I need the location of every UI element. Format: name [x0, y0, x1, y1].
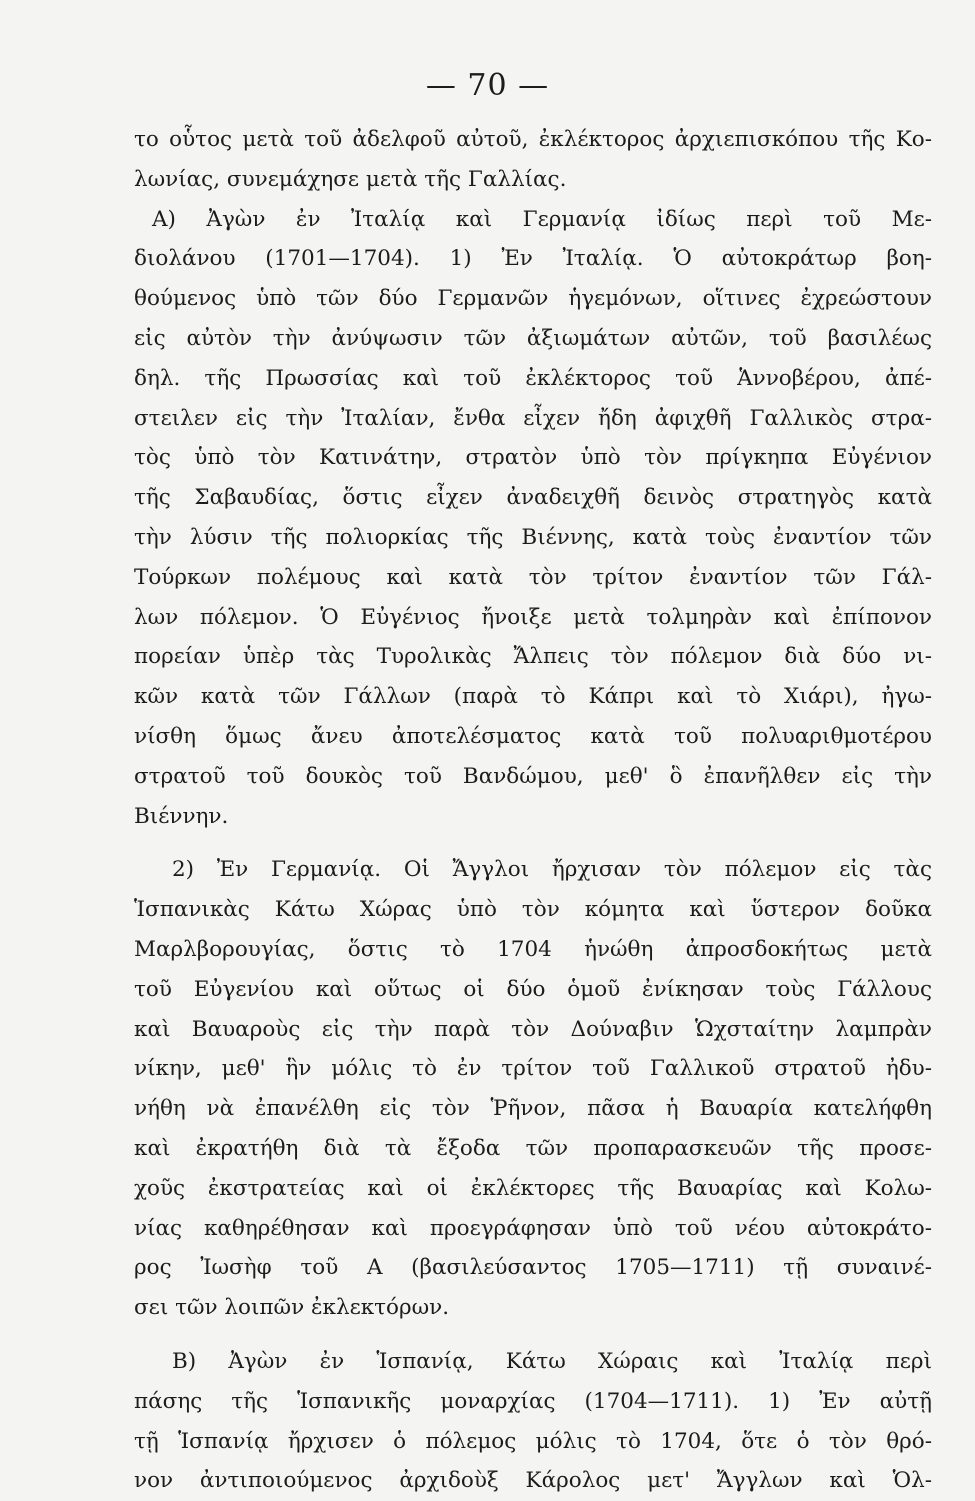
text-line: τὴν λύσιν τῆς πολιορκίας τῆς Βιέννης, κατὰ τοὺς ἐναντίον τῶν: [134, 524, 932, 550]
text-line: νον ἀντιποιούμενος ἀρχιδοὺξ Κάρολος μετ' Ἄγγλων καὶ Ὁλ-: [134, 1468, 932, 1494]
text-line: Βιέννην.: [134, 803, 229, 829]
paragraph-intro: [134, 120, 932, 200]
paragraph-section-b: [134, 1342, 932, 1501]
text-line: θούμενος ὑπὸ τῶν δύο Γερμανῶν ἡγεμόνων, οἵτινες ἐχρεώστουν: [134, 286, 932, 312]
text-line: νήθη νὰ ἐπανέλθη εἰς τὸν Ῥῆνον, πᾶσα ἡ Βαυαρία κατελήφθη: [134, 1096, 932, 1122]
text-line: εἰς αὐτὸν τὴν ἀνύψωσιν τῶν ἀξιωμάτων αὐτῶν, τοῦ βασιλέως: [134, 325, 932, 351]
text-line: λων πόλεμον. Ὁ Εὐγένιος ἤνοιξε μετὰ τολμηρὰν καὶ ἐπίπονον: [134, 604, 932, 630]
text-line: λωνίας, συνεμάχησε μετὰ τῆς Γαλλίας.: [134, 166, 567, 192]
text-line: καὶ Βαυαροὺς εἰς τὴν παρὰ τὸν Δούναβιν Ὡχσταίτην λαμπρὰν: [134, 1016, 932, 1042]
page-body: [134, 120, 932, 1501]
text-line: χοῦς ἐκστρατείας καὶ οἱ ἐκλέκτορες τῆς Βαυαρίας καὶ Κολω-: [134, 1175, 932, 1201]
paragraph-germany: [134, 850, 932, 1328]
text-line: στειλεν εἰς τὴν Ἰταλίαν, ἔνθα εἶχεν ἤδη ἀφιχθῆ Γαλλικὸς στρα-: [134, 405, 932, 431]
section-a-heading-line: Α) Ἀγὼν ἐν Ἰταλίᾳ καὶ Γερμανίᾳ ἰδίως περὶ τοῦ Με-: [152, 206, 932, 232]
text-line: τὸς ὑπὸ τὸν Κατινάτην, στρατὸν ὑπὸ τὸν πρίγκηπα Εὐγένιον: [134, 445, 932, 471]
text-line: νίας καθηρέθησαν καὶ προεγράφησαν ὑπὸ τοῦ νέου αὐτοκράτο-: [134, 1215, 932, 1241]
text-line: διολάνου (1701—1704). 1) Ἐν Ἰταλίᾳ. Ὁ αὐτοκράτωρ βοη-: [134, 246, 932, 272]
text-line: Τούρκων πολέμους καὶ κατὰ τὸν τρίτον ἐναντίον τῶν Γάλ-: [134, 564, 932, 590]
section-b-heading-line: Β) Ἀγὼν ἐν Ἱσπανίᾳ, Κάτω Χώραις καὶ Ἰταλίᾳ περὶ: [172, 1348, 932, 1374]
text-line: τοῦ Εὐγενίου καὶ οὕτως οἱ δύο ὁμοῦ ἐνίκησαν τοὺς Γάλλους: [134, 976, 932, 1002]
paragraph-gap: [134, 836, 932, 850]
text-line: νίσθη ὅμως ἄνευ ἀποτελέσματος κατὰ τοῦ πολυαριθμοτέρου: [134, 723, 932, 749]
text-line: στρατοῦ τοῦ δουκὸς τοῦ Βανδώμου, μεθ' ὃ ἐπανῆλθεν εἰς τὴν: [134, 763, 932, 789]
text-line: δηλ. τῆς Πρωσσίας καὶ τοῦ ἐκλέκτορος τοῦ Ἁννοβέρου, ἀπέ-: [134, 365, 932, 391]
text-line: τῆς Σαβαυδίας, ὅστις εἶχεν ἀναδειχθῆ δεινὸς στρατηγὸς κατὰ: [134, 485, 932, 511]
paragraph-section-a: [134, 200, 932, 837]
text-line: πάσης τῆς Ἱσπανικῆς μοναρχίας (1704—1711). 1) Ἐν αὐτῇ: [134, 1388, 932, 1414]
text-line: νίκην, μεθ' ἣν μόλις τὸ ἐν τρίτον τοῦ Γαλλικοῦ στρατοῦ ἠδυ-: [134, 1056, 932, 1082]
paragraph-gap: [134, 1328, 932, 1342]
text-line: πορείαν ὑπὲρ τὰς Τυρολικὰς Ἄλπεις τὸν πόλεμον διὰ δύο νι-: [134, 644, 932, 670]
text-line: Ἱσπανικὰς Κάτω Χώρας ὑπὸ τὸν κόμητα καὶ ὕστερον δοῦκα: [134, 897, 932, 923]
text-line: το οὗτος μετὰ τοῦ ἀδελφοῦ αὐτοῦ, ἐκλέκτορος ἀρχιεπισκόπου τῆς Κο-: [134, 127, 932, 152]
text-line: Μαρλβορουγίας, ὅστις τὸ 1704 ἡνώθη ἀπροσδοκήτως μετὰ: [134, 936, 932, 962]
page-number: — 70 —: [425, 68, 550, 103]
text-line: καὶ ἐκρατήθη διὰ τὰ ἔξοδα τῶν προπαρασκευῶν τῆς προσε-: [134, 1135, 932, 1161]
text-line: ρος Ἰωσὴφ τοῦ Α (βασιλεύσαντος 1705—1711) τῇ συναινέ-: [134, 1255, 932, 1281]
text-line: 2) Ἐν Γερμανίᾳ. Οἱ Ἄγγλοι ἤρχισαν τὸν πόλεμον εἰς τὰς: [172, 857, 932, 883]
text-line: σει τῶν λοιπῶν ἐκλεκτόρων.: [134, 1295, 450, 1321]
text-line: τῇ Ἱσπανίᾳ ἤρχισεν ὁ πόλεμος μόλις τὸ 1704, ὅτε ὁ τὸν θρό-: [134, 1428, 932, 1454]
text-line: κῶν κατὰ τῶν Γάλλων (παρὰ τὸ Κάπρι καὶ τὸ Χιάρι), ἠγω-: [134, 684, 932, 710]
